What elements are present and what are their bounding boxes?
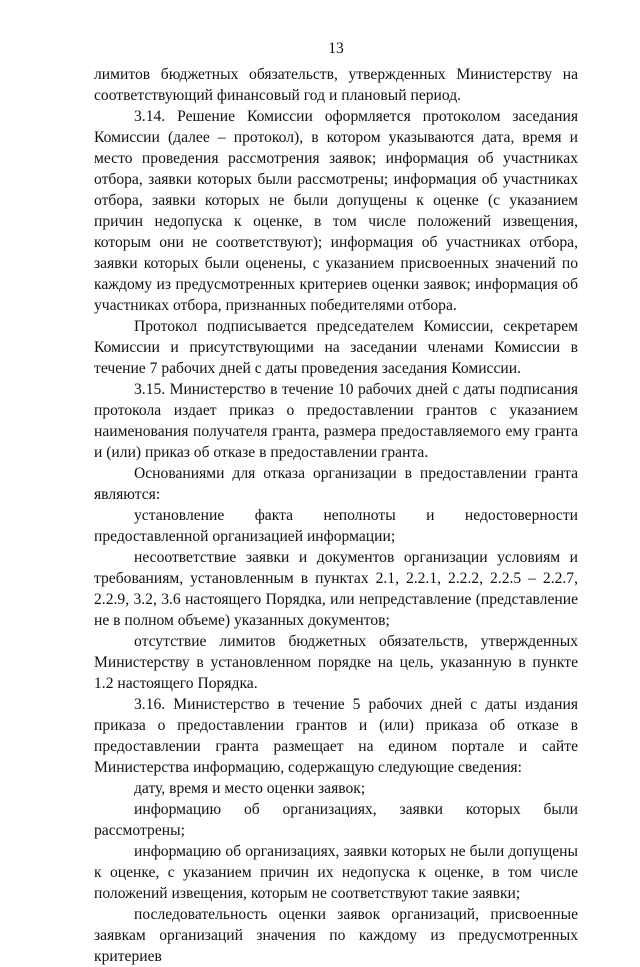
paragraph: дату, время и место оценки заявок; — [134, 780, 366, 797]
paragraph: 3.14. Решение Комиссии оформляется протоколом заседания Комиссии (далее – протокол), в котором указываются дата, время и место проведения рассмотрения заявок; информация об участниках отбора, заявки которых были рассмотрены; информация об участниках отбора, заявки которых не были допущены к оценке (с указанием причин недопуска к оценке, в том числе положений извещения, которым они не соответствуют); информация об участниках отбора, заявки которых были оценены, с указанием присвоенных значений по каждому из предусмотренных критериев оценки заявок; информация об участниках отбора, признанных победителями отбора. — [94, 108, 578, 314]
paragraph: Протокол подписывается председателем Комиссии, секретарем Комиссии и присутствующими на заседании членами Комиссии в течение 7 рабочих дней с даты проведения заседания Комиссии. — [94, 318, 578, 377]
paragraph: 3.16. Министерство в течение 5 рабочих дней с даты издания приказа о предоставлении грантов и (или) приказа об отказе в предоставлении гранта размещает на едином портале и сайте Министерства информацию, содержащую следующие сведения: — [94, 696, 578, 776]
paragraph: информацию об организациях, заявки которых не были допущены к оценке, с указанием причин их недопуска к оценке, в том числе положений извещения, которым не соответствуют такие заявки; — [94, 843, 578, 902]
document-body — [94, 64, 578, 967]
paragraph: установление факта неполноты и недостоверности предоставленной организацией информации; — [94, 507, 578, 545]
paragraph: отсутствие лимитов бюджетных обязательств, утвержденных Министерству в установленном порядке на цель, указанную в пункте 1.2 настоящего Порядка. — [94, 633, 578, 692]
paragraph: последовательность оценки заявок организаций, присвоенные заявкам организаций значения по каждому из предусмотренных критериев — [94, 906, 578, 965]
paragraph: 3.15. Министерство в течение 10 рабочих дней с даты подписания протокола издает приказ о предоставлении грантов с указанием наименования получателя гранта, размера предоставляемого ему гранта и (или) приказ об отказе в предоставлении гранта. — [94, 381, 578, 461]
paragraph: информацию об организациях, заявки которых были рассмотрены; — [94, 801, 578, 839]
paragraph: несоответствие заявки и документов организации условиям и требованиям, установленным в пунктах 2.1, 2.2.1, 2.2.2, 2.2.5 – 2.2.7, 2.2.9, 3.2, 3.6 настоящего Порядка, или непредставление (представление не в полном объеме) указанных документов; — [94, 549, 578, 629]
paragraph: Основаниями для отказа организации в предоставлении гранта являются: — [94, 465, 578, 503]
page-number: 13 — [328, 40, 344, 57]
paragraph: лимитов бюджетных обязательств, утвержденных Министерству на соответствующий финансовый год и плановый период. — [94, 66, 578, 104]
